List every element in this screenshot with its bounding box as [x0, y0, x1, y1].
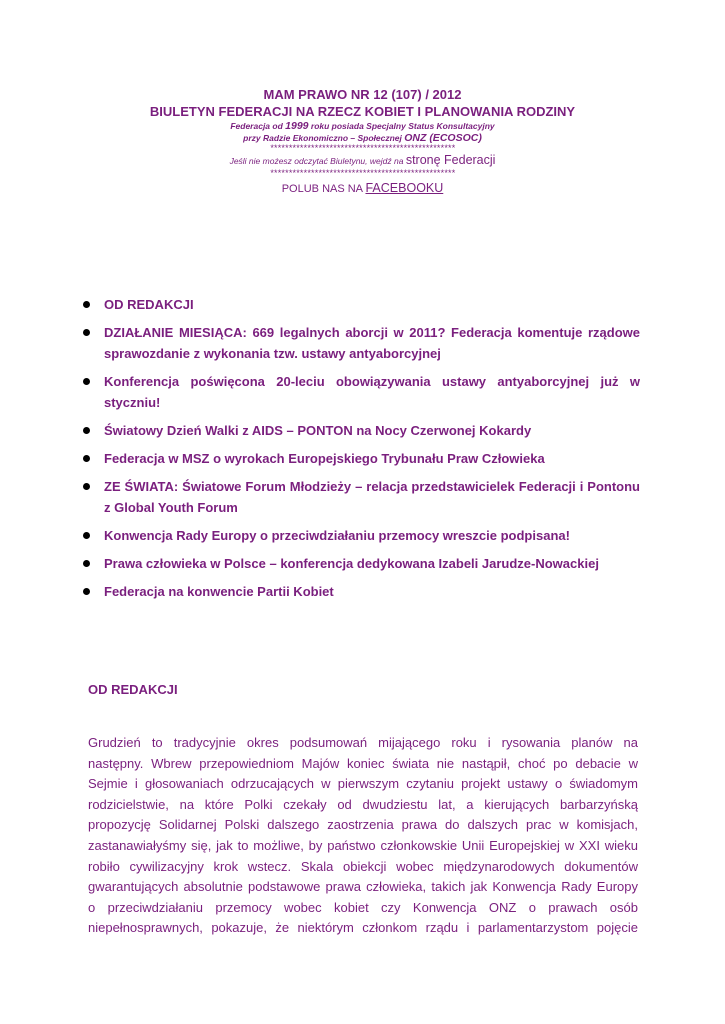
toc-item[interactable] [80, 476, 640, 518]
toc-item-label: OD REDAKCJI [104, 297, 194, 312]
consultative-status-line [0, 120, 725, 132]
editorial-paragraph [88, 733, 638, 939]
paragraph-line: niepełnosprawnych, pokazuje, że niektórym członkom rządu i parlamentarzystom pojęcie [88, 920, 638, 936]
toc-item-label: Konwencja Rady Europy o przeciwdziałaniu przemocy wreszcie podpisana! [104, 528, 570, 543]
facebook-line [0, 180, 725, 198]
facebook-text: POLUB NAS NA [281, 183, 363, 195]
toc-item[interactable] [80, 294, 640, 315]
toc-item-label: ZE ŚWIATA: Światowe Forum Młodzieży – relacja przedstawicielek Federacji i Pontonu z Global Youth Forum [104, 479, 640, 515]
paragraph-line: gwarantujących absolutnie podstawowe prawa człowieka, takich jak Konwencja Rady Europy [88, 879, 638, 895]
table-of-contents [80, 294, 640, 609]
bullet-icon [83, 483, 90, 490]
toc-item-label: Federacja w MSZ o wyrokach Europejskiego Trybunału Praw Człowieka [104, 451, 545, 466]
toc-item-label: Federacja na konwencie Partii Kobiet [104, 584, 334, 599]
paragraph-line: propozycję Solidarnej Polski dalszego zaostrzenia prawa do dalszych prac w komisjach, [88, 817, 638, 833]
facebook-link[interactable]: FACEBOOKU [365, 181, 444, 195]
read-online-note [0, 153, 725, 169]
consult-year: 1999 [285, 120, 309, 132]
bulletin-title: MAM PRAWO NR 12 (107) / 2012 [263, 87, 462, 102]
bullet-icon [83, 588, 90, 595]
bulletin-header [0, 86, 725, 198]
paragraph-line: Grudzień to tradycyjnie okres podsumowań mijającego roku i rysowania planów na [88, 735, 638, 750]
read-online-text: Jeśli nie możesz odczytać Biuletynu, wejdź na [229, 156, 404, 166]
toc-item[interactable] [80, 322, 640, 364]
bullet-icon [83, 378, 90, 385]
toc-item-label: Światowy Dzień Walki z AIDS – PONTON na Nocy Czerwonej Kokardy [104, 423, 532, 438]
paragraph-line: zastanawiałyśmy się, jak to możliwe, by państwo członkowskie Unii Europejskiej w XXI wieku [88, 837, 638, 853]
toc-item[interactable] [80, 420, 640, 441]
toc-item[interactable] [80, 581, 640, 602]
toc-item[interactable] [80, 448, 640, 469]
bullet-icon [83, 301, 90, 308]
toc-item[interactable] [80, 525, 640, 546]
bullet-icon [83, 560, 90, 567]
paragraph-line: robiło cywilizacyjny krok wstecz. Skala obiekcji wobec międzynarodowych dokumentów [88, 858, 638, 874]
paragraph-line: Sejmie i głosowaniach odrzucających w pierwszym czytaniu projekt ustawy o świadomym [88, 776, 638, 792]
council-text: przy Radzie Ekonomiczno – Społecznej [243, 133, 402, 143]
paragraph-line: następny. Wbrew przepowiedniom Majów koniec świata nie nastąpił, choć po debacie w [88, 755, 638, 771]
council-onz: ONZ (ECOSOC) [404, 132, 482, 144]
toc-item[interactable] [80, 371, 640, 413]
bulletin-subtitle: BIULETYN FEDERACJI NA RZECZ KOBIET I PLANOWANIA RODZINY [149, 104, 576, 119]
toc-item-label: Prawa człowieka w Polsce – konferencja dedykowana Izabeli Jarudze-Nowackiej [104, 556, 599, 571]
toc-item-label: Konferencja poświęcona 20-leciu obowiązywania ustawy antyaborcyjnej już w styczniu! [104, 374, 640, 410]
section-heading: OD REDAKCJI [88, 682, 178, 697]
toc-item[interactable] [80, 553, 640, 574]
bullet-icon [83, 455, 90, 462]
paragraph-line: o przeciwdziałaniu przemocy wobec kobiet czy Konwencja ONZ o prawach osób [88, 899, 638, 915]
bullet-icon [83, 427, 90, 434]
bullet-icon [83, 532, 90, 539]
stars-divider-bottom: ************************************************** [269, 168, 456, 178]
bullet-icon [83, 329, 90, 336]
paragraph-line: rodzicielstwie, na które Polki czekały od dwudziestu lat, a kierujących barbarzyńską [88, 796, 638, 812]
consult-text-b: roku posiada Specjalny Status Konsultacyjny [310, 121, 495, 131]
consult-text-a: Federacja od [230, 121, 283, 131]
federation-website-link[interactable]: stronę Federacji [405, 153, 496, 167]
toc-item-label: DZIAŁANIE MIESIĄCA: 669 legalnych aborcji w 2011? Federacja komentuje rządowe sprawozdanie z wykonania tzw. ustawy antyaborcyjnej [104, 325, 640, 361]
stars-divider-top: ************************************************** [269, 143, 456, 153]
